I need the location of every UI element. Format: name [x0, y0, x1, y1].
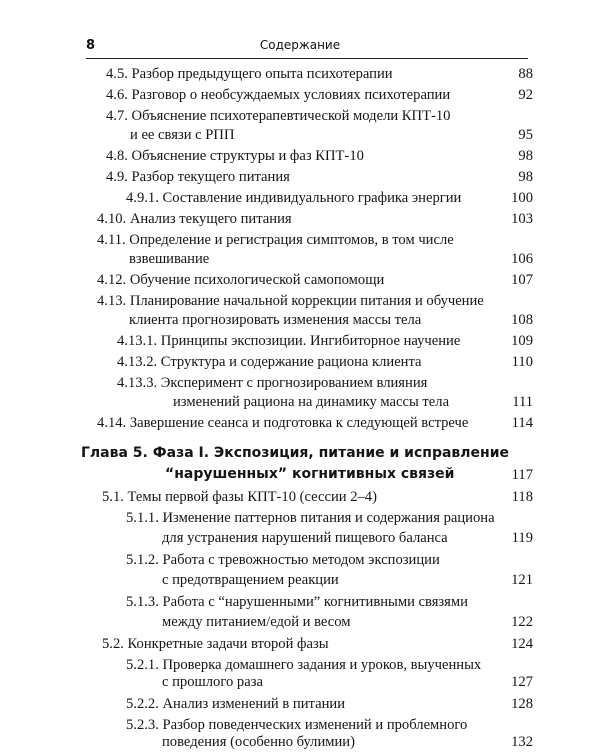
toc-entry-page: 98 — [518, 169, 533, 185]
toc-entry[interactable] — [106, 106, 533, 144]
toc-entry-title-continuation: с предотвращением реакции — [162, 572, 339, 588]
toc-entry-page: 88 — [518, 66, 533, 82]
toc-entry[interactable] — [106, 146, 533, 167]
toc-chapter-title: Глава 5. Фаза I. Экспозиция, питание и исправление — [81, 445, 510, 461]
toc-entry-page: 110 — [511, 354, 533, 370]
toc-entry-page: 114 — [511, 415, 533, 431]
toc-entry[interactable] — [97, 291, 533, 329]
toc-entry-page: 119 — [511, 530, 533, 546]
toc-entry-page: 122 — [511, 614, 533, 630]
toc-entry[interactable] — [126, 715, 533, 751]
toc-entry-title: 4.14. Завершение сеанса и подготовка к следующей встрече — [97, 415, 469, 431]
toc-entry-title: 4.13.2. Структура и содержание рациона клиента — [117, 354, 422, 370]
toc-entry-title-continuation: клиента прогнозировать изменения массы тела — [129, 312, 422, 328]
toc-entry-title-continuation: и ее связи с РПП — [130, 127, 235, 143]
toc-entry-title: 4.11. Определение и регистрация симптомов, в том числе — [97, 232, 454, 248]
toc-entry[interactable] — [106, 167, 533, 188]
toc-entry[interactable] — [102, 634, 533, 655]
toc-entry[interactable] — [106, 85, 533, 106]
toc-entry-page: 95 — [518, 127, 533, 143]
toc-entry-title-continuation: поведения (особенно булимии) — [162, 734, 355, 750]
toc-entry-title-continuation: между питанием/едой и весом — [162, 614, 351, 630]
toc-entry-title: 5.2. Конкретные задачи второй фазы — [102, 636, 329, 652]
toc-entry-page: 103 — [511, 211, 533, 227]
toc-entry-title: 4.10. Анализ текущего питания — [97, 211, 292, 227]
toc-entry-title: 5.1.2. Работа с тревожностью методом экспозиции — [126, 552, 440, 568]
toc-entry[interactable] — [126, 550, 533, 592]
toc-entry[interactable] — [117, 352, 533, 373]
toc-entry-title-continuation: с прошлого раза — [162, 674, 263, 690]
toc-entry-page: 100 — [511, 190, 533, 206]
toc-entry-title: 5.2.1. Проверка домашнего задания и уроков, выученных — [126, 657, 482, 673]
toc-entry[interactable] — [126, 508, 533, 550]
toc-entry-title: 5.2.3. Разбор поведенческих изменений и проблемного — [126, 717, 468, 733]
toc-entry-title: 4.9. Разбор текущего питания — [106, 169, 290, 185]
toc-entry-page: 111 — [512, 394, 533, 410]
toc-entry-page: 128 — [511, 696, 533, 712]
toc-entry-title-continuation: для устранения нарушений пищевого баланса — [162, 530, 448, 546]
toc-entry-page: 108 — [511, 312, 533, 328]
toc-entry-title: 5.1.1. Изменение паттернов питания и содержания рациона — [126, 510, 495, 526]
toc-entry-title: 5.1. Темы первой фазы КПТ-10 (сессии 2–4) — [102, 489, 377, 505]
page-number: 8 — [86, 38, 96, 53]
toc-entry-title: 4.7. Объяснение психотерапевтической модели КПТ-10 — [106, 108, 451, 124]
toc-entry-title: 4.13. Планирование начальной коррекции питания и обучение — [97, 293, 484, 309]
toc-entry-title: 5.2.2. Анализ изменений в питании — [126, 696, 346, 712]
toc-entry[interactable] — [97, 270, 533, 291]
toc-entry-page: 127 — [511, 674, 533, 690]
toc-chapter-entry[interactable] — [81, 443, 533, 485]
toc-entry-title: 4.5. Разбор предыдущего опыта психотерапии — [106, 66, 393, 82]
toc-entry-title-continuation: взвешивание — [129, 251, 210, 267]
toc-entry-title: 4.6. Разговор о необсуждаемых условиях психотерапии — [106, 87, 451, 103]
toc-entry-page: 121 — [511, 572, 533, 588]
toc-entry-title: 4.8. Объяснение структуры и фаз КПТ-10 — [106, 148, 364, 164]
toc-entry[interactable] — [97, 209, 533, 230]
toc-entry[interactable] — [97, 230, 533, 268]
toc-entry-title: 4.9.1. Составление индивидуального графика энергии — [126, 190, 462, 206]
toc-entry[interactable] — [126, 655, 533, 691]
toc-entry-title: 4.13.3. Эксперимент с прогнозированием влияния — [117, 375, 428, 391]
toc-entry[interactable] — [126, 694, 533, 714]
toc-entry[interactable] — [97, 413, 533, 434]
toc-entry-title-continuation: изменений рациона на динамику массы тела — [173, 394, 450, 410]
toc-entry-page: 109 — [511, 333, 533, 349]
toc-entry-page: 98 — [518, 148, 533, 164]
running-header-title: Содержание — [259, 38, 341, 52]
toc-entry-page: 117 — [511, 467, 533, 483]
toc-entry[interactable] — [126, 592, 533, 634]
toc-entry[interactable] — [106, 64, 533, 85]
toc-entry[interactable] — [117, 373, 533, 411]
toc-entry-page: 124 — [511, 636, 533, 652]
toc-entry[interactable] — [117, 331, 533, 352]
toc-entry[interactable] — [102, 487, 533, 508]
toc-entry-page: 118 — [511, 489, 533, 505]
toc-entry-title: 4.12. Обучение психологической самопомощи — [97, 272, 385, 288]
toc-entry-title: 5.1.3. Работа с “нарушенными” когнитивными связями — [126, 594, 468, 610]
toc-entry-title: 4.13.1. Принципы экспозиции. Ингибиторное научение — [117, 333, 461, 349]
toc-entry-page: 92 — [518, 87, 533, 103]
toc-chapter-title-continuation: “нарушенных” когнитивных связей — [165, 466, 455, 482]
toc-entry-page: 107 — [511, 272, 533, 288]
toc-entry-page: 132 — [511, 734, 533, 750]
toc-entry-page: 106 — [511, 251, 533, 267]
toc-entry[interactable] — [126, 188, 533, 209]
